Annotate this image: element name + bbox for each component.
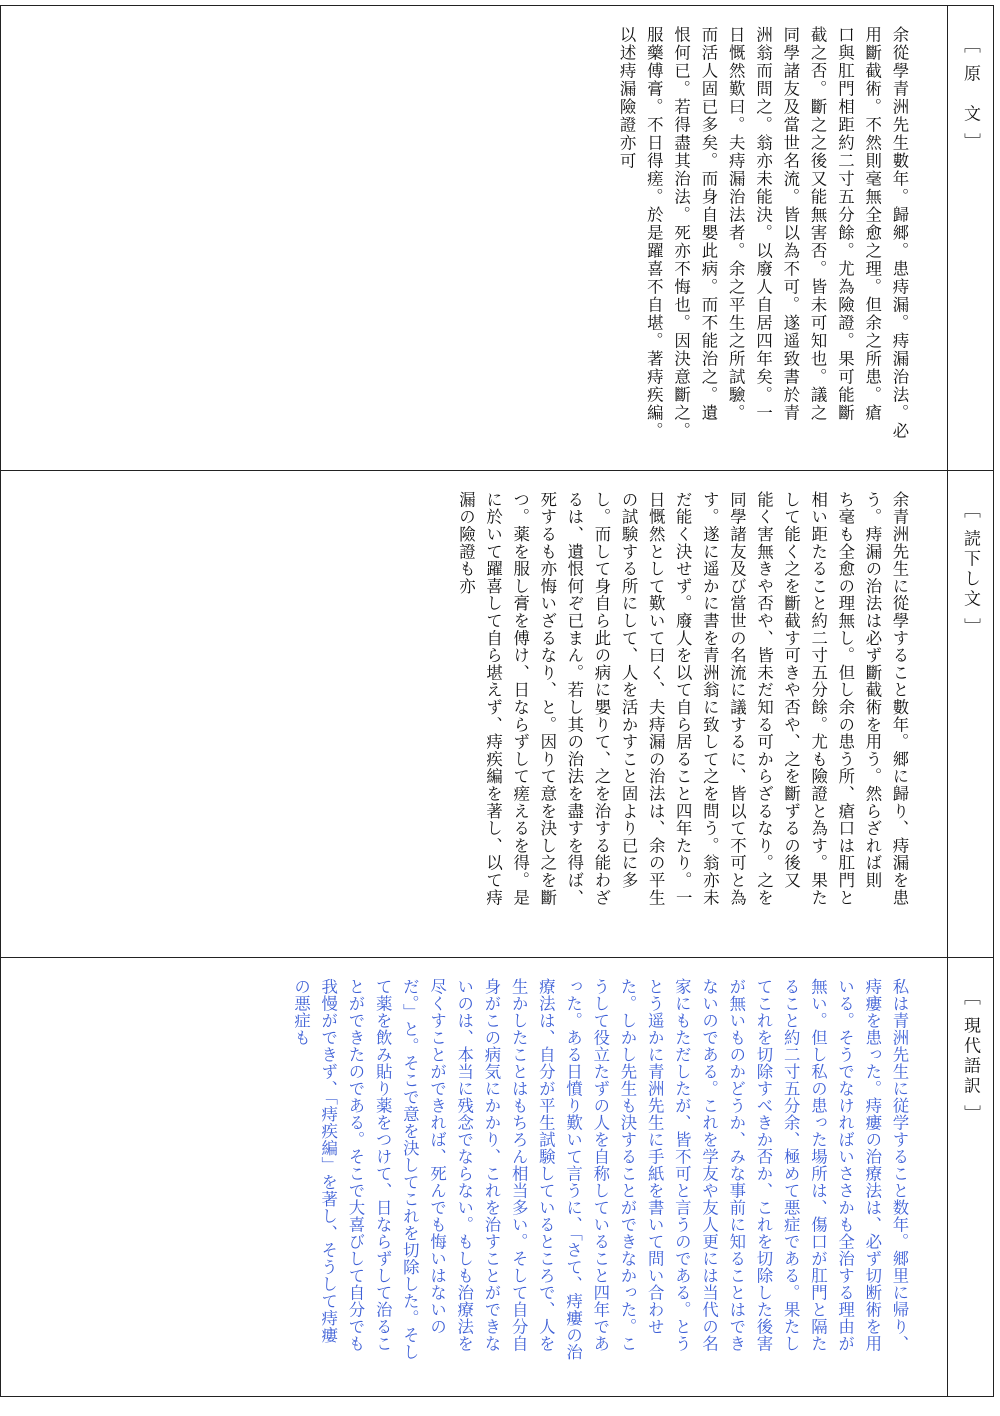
section-label-column xyxy=(947,6,993,470)
original-text-body: 余從學青洲先生數年。歸郷。患痔漏。痔漏治法。必 用斷截術。不然則毫無全愈之理。但余之所患。瘡 口與肛門相距約二寸五分餘。尤為險證。果可能斷 截之否。斷之之後又能無害否。皆未可知也。議之 同學諸友及當世名流。皆以為不可。遂遥致書於青 洲翁而問之。翁亦未能決。以廢人自居四年矣。一 日慨然歎曰。夫痔漏治法者。余之平生之所試驗。 而活人固已多矣。而身自嬰此病。而不能治之。遺 恨何已。若得盡其治法。死亦不悔也。因決意斷之。 服藥傅膏。不日得瘥。於是躍喜不自堪。著痔疾編。 以述痔漏險證亦可 xyxy=(617,26,909,440)
section-label-column xyxy=(947,471,993,957)
reading-text-label: ［ 読下し文 ］ xyxy=(960,501,980,638)
section-label-column xyxy=(947,958,993,1396)
reading-text-section xyxy=(1,471,993,958)
original-text-section xyxy=(1,6,993,471)
document-frame xyxy=(0,5,994,1397)
modern-translation-label: ［ 現代語訳 ］ xyxy=(960,988,980,1125)
reading-text-body: 余青洲先生に從學すること數年。郷に歸り、痔漏を患 う。痔漏の治法は必ず斷截術を用う。然らざれば則 ち毫も全愈の理無し。但し余の患う所、瘡口は肛門と 相い距たること約二寸五分餘。尤も險證と為す。果た して能く之を斷截す可きや否や、之を斷ずるの後又 能く害無きや否や、皆未だ知る可からざるなり。之を 同學諸友及び當世の名流に議するに、皆以て不可と為 す。遂に遥かに書を青洲翁に致して之を問う。翁亦未 だ能く決せず。廢人を以て自ら居ること四年たり。一 日慨然として歎いて曰く、夫痔漏の治法は、余の平生 の試験する所にして、人を活かすこと固より已に多 し。而して身自ら此の病に嬰りて、之を治する能わざ るは、遺恨何ぞ已まん。若し其の治法を盡すを得ば、 死するも亦悔いざるなり、と。因りて意を決し之を斷 つ。薬を服し膏を傅け、日ならずして瘥えるを得。是 に於いて躍喜して自ら堪えず、痔疾編を著し、以て痔 漏の險證も亦 xyxy=(456,491,909,907)
modern-translation-section xyxy=(1,958,993,1396)
modern-translation-body: 私は青洲先生に従学すること数年。郷里に帰り、 痔瘻を患った。痔瘻の治療法は、必ず切断術を用 いる。そうでなければいささかも全治する理由が 無い。但し私の患った場所は、傷口が肛門と隔た ること約二寸五分余、極めて悪症である。果たし てこれを切除すべきか否か、これを切除した後害 が無いものかどうか、みな事前に知ることはでき ないのである。これを学友や友人更には当代の名 家にもただしたが、皆不可と言うのである。とう とう遥かに青洲先生に手紙を書いて問い合わせ た。しかし先生も決することができなかった。こ うして役立たずの人を自称していること四年であ った。ある日憤り歎いて言うに、「さて、痔瘻の治 療法は、自分が平生試験しているところで、人を 生かしたことはもちろん相当多い。そして自分自 身がこの病気にかかり、これを治すことができな いのは、本当に残念でならない。もしも治療法を 尽くすことができれば、死んでも悔いはないの だ。」と。そこで意を決してこれを切除した。そし て薬を飲み貼り薬をつけて、日ならずして治るこ とができたのである。そこで大喜びして自分でも 我慢ができず、「痔疾編」を著し、そうして痔瘻 の悪症も xyxy=(291,978,909,1361)
original-text-label: ［ 原 文 ］ xyxy=(960,36,980,153)
